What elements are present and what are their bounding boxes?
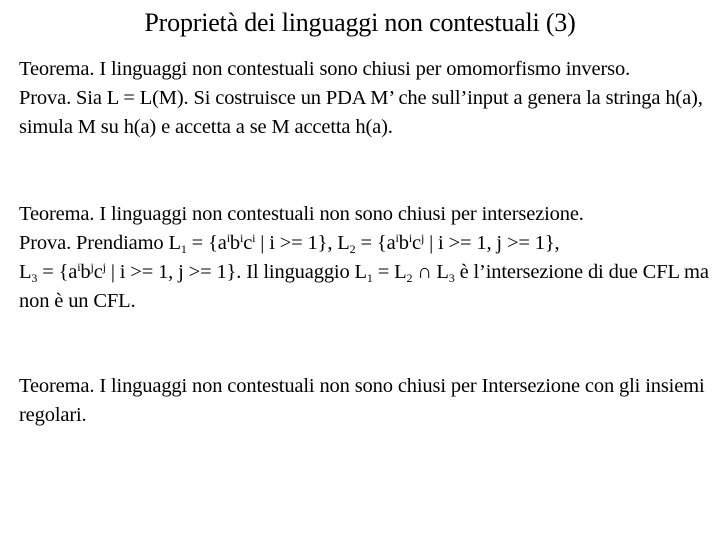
symbol-b: b <box>229 232 240 254</box>
theorem-text: . I linguaggi non contestuali non sono chiusi per intersezione. <box>89 203 584 225</box>
symbol-c: c <box>243 232 253 254</box>
proof-conclusion: è l’intersezione di due CFL ma non è un CFL. <box>19 261 709 312</box>
exponent: i <box>408 231 413 245</box>
exponent: j <box>102 260 106 274</box>
exponent: j <box>90 260 94 274</box>
l3-subscript: 3 <box>448 271 455 285</box>
exponent: i <box>395 231 399 245</box>
proof-text: . Sia L = L(M). Si costruisce un PDA M’ che sull’input a genera la stringa h(a), simula M su h(a) e accetta a se M accetta h(a). <box>19 87 703 138</box>
equals-l2: = L <box>372 261 407 283</box>
exponent: i <box>226 231 230 245</box>
l2-subscript: 2 <box>349 242 356 256</box>
exponent: i <box>240 231 244 245</box>
theorem-label: Teorema <box>19 58 90 80</box>
l3-symbol: L <box>19 261 32 283</box>
l3-def: = {a <box>37 261 78 283</box>
exponent: j <box>420 231 425 245</box>
symbol-b: b <box>398 232 409 254</box>
theorem-label: Teorema <box>19 203 90 225</box>
l2-subscript: 2 <box>406 271 413 285</box>
l1-def: = {a <box>186 232 227 254</box>
theorem-regular-intersection <box>19 372 709 430</box>
exponent: i <box>252 231 256 245</box>
symbol-c: c <box>93 261 103 283</box>
l1-subscript: 1 <box>180 242 187 256</box>
theorem-text: . I linguaggi non contestuali non sono chiusi per Intersezione con gli insiemi regolari. <box>19 375 705 426</box>
exponent: i <box>77 260 81 274</box>
theorem-text: . I linguaggi non contestuali sono chiusi per omomorfismo inverso. <box>89 58 631 80</box>
theorem-inverse-homomorphism <box>19 55 709 142</box>
slide-title: Proprietà dei linguaggi non contestuali (3) <box>144 8 576 37</box>
proof-label: Prova <box>19 87 67 109</box>
symbol-b: b <box>80 261 91 283</box>
theorem-label: Teorema <box>19 375 90 397</box>
symbol-c: c <box>412 232 421 254</box>
theorem-intersection <box>19 200 709 316</box>
proof-label: Prova <box>19 232 67 254</box>
proof-intro: . Prendiamo L <box>66 232 181 254</box>
l2-condition: | i >= 1, j >= 1}, <box>424 232 560 254</box>
l3-condition: | i >= 1, j >= 1}. Il linguaggio L <box>105 261 367 283</box>
l3-subscript: 3 <box>31 271 38 285</box>
l2-def: = {a <box>355 232 396 254</box>
l1-condition: | i >= 1}, L <box>255 232 350 254</box>
l1-subscript: 1 <box>366 271 373 285</box>
l3-symbol: L <box>436 261 449 283</box>
intersection-symbol: ∩ <box>412 261 437 283</box>
